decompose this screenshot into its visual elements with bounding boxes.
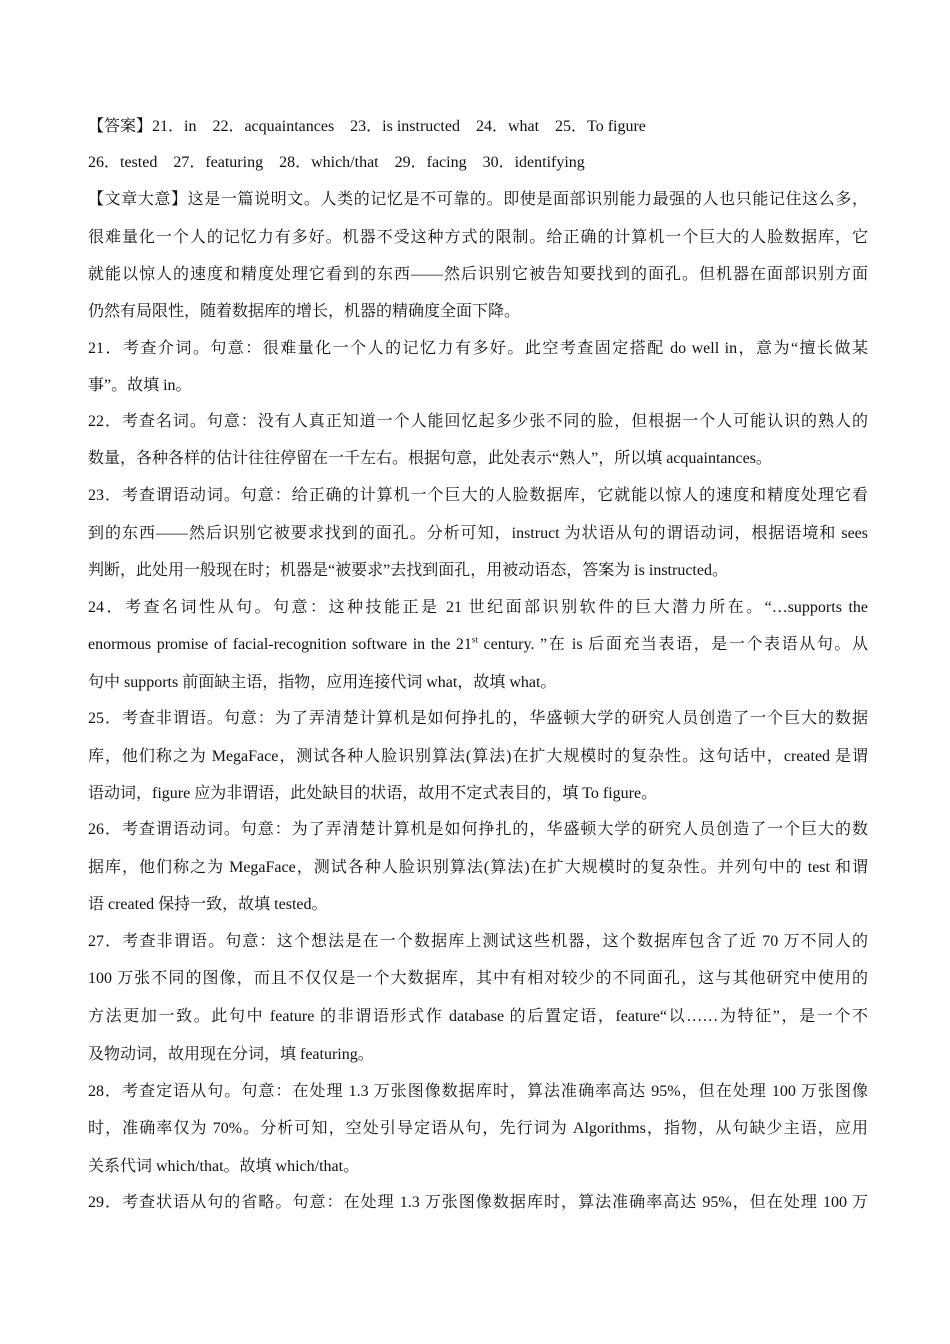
q28-line: 关系代词 which/that。故填 which/that。 (88, 1158, 360, 1175)
q28-line: 时，准确率仅为 70%。分析可知，空处引导定语从句，先行词为 Algorithms，指物，从句缺少主语，应用 (88, 1120, 868, 1137)
q24-line: 句中 supports 前面缺主语，指物，应用连接代词 what，故填 what。 (88, 674, 557, 691)
summary-line: 就能以惊人的速度和精度处理它看到的东西——然后识别它被告知要找到的面孔。但机器在面部识别方面 (88, 266, 868, 283)
summary-line: 很难量化一个人的记忆力有多好。机器不受这种方式的限制。给正确的计算机一个巨大的人脸数据库，它 (88, 229, 868, 246)
q22-line: 数量，各种各样的估计往往停留在一千左右。根据句意，此处表示“熟人”，所以填 acquaintances。 (88, 450, 772, 467)
q24-line (88, 635, 868, 655)
q27-line: 方法更加一致。此句中 feature 的非谓语形式作 database 的后置定语，feature“以……为特征”，是一个不 (88, 1008, 868, 1025)
q24-text: enormous promise of facial-recognition software in the 21 (88, 636, 472, 653)
q21-line: 21．考查介词。句意：很难量化一个人的记忆力有多好。此空考查固定搭配 do well in，意为“擅长做某 (88, 340, 868, 357)
answer-key-line-2: 26．tested 27．featuring 28．which/that 29．facing 30．identifying (88, 154, 585, 171)
superscript: st (471, 635, 478, 645)
q28-line: 28．考查定语从句。句意：在处理 1.3 万张图像数据库时，算法准确率高达 95%，但在处理 100 万张图像 (88, 1083, 868, 1100)
q25-line: 库，他们称之为 MegaFace，测试各种人脸识别算法(算法)在扩大规模时的复杂性。这句话中，created 是谓 (88, 748, 868, 765)
q23-line: 判断，此处用一般现在时；机器是“被要求”去找到面孔，用被动语态，答案为 is instructed。 (88, 562, 728, 579)
summary-line: 【文章大意】这是一篇说明文。人类的记忆是不可靠的。即使是面部识别能力最强的人也只能记住这么多， (88, 191, 868, 208)
summary-line: 仍然有局限性，随着数据库的增长，机器的精确度全面下降。 (88, 303, 521, 320)
q25-line: 语动词，figure 应为非谓语，此处缺目的状语，故用不定式表目的，填 To figure。 (88, 785, 658, 802)
q27-line: 27．考查非谓语。句意：这个想法是在一个数据库上测试这些机器，这个数据库包含了近 70 万不同人的 (88, 933, 868, 950)
q26-line: 语 created 保持一致，故填 tested。 (88, 896, 328, 913)
q24-text: century. ”在 is 后面充当表语，是一个表语从句。从 (477, 636, 868, 653)
q23-line: 23．考查谓语动词。句意：给正确的计算机一个巨大的人脸数据库，它就能以惊人的速度和精度处理它看 (88, 487, 868, 504)
q24-line: 24．考查名词性从句。句意：这种技能正是 21 世纪面部识别软件的巨大潜力所在。“…supports the (88, 599, 868, 616)
q26-line: 据库，他们称之为 MegaFace，测试各种人脸识别算法(算法)在扩大规模时的复杂性。并列句中的 test 和谓 (88, 859, 868, 876)
q27-line: 及物动词，故用现在分词，填 featuring。 (88, 1046, 374, 1063)
answer-key-line-1: 【答案】21．in 22．acquaintances 23．is instructed 24．what 25．To figure (88, 118, 646, 135)
q22-line: 22．考查名词。句意：没有人真正知道一个人能回忆起多少张不同的脸，但根据一个人可能认识的熟人的 (88, 413, 868, 430)
q23-line: 到的东西——然后识别它被要求找到的面孔。分析可知，instruct 为状语从句的谓语动词，根据语境和 sees (88, 525, 868, 542)
q25-line: 25．考查非谓语。句意：为了弄清楚计算机是如何挣扎的，华盛顿大学的研究人员创造了一个巨大的数据 (88, 710, 868, 727)
q21-line: 事”。故填 in。 (88, 377, 192, 394)
q29-line: 29．考查状语从句的省略。句意：在处理 1.3 万张图像数据库时，算法准确率高达 95%，但在处理 100 万 (88, 1194, 868, 1211)
q26-line: 26．考查谓语动词。句意：为了弄清楚计算机是如何挣扎的，华盛顿大学的研究人员创造了一个巨大的数 (88, 821, 868, 838)
q27-line: 100 万张不同的图像，而且不仅仅是一个大数据库，其中有相对较少的不同面孔，这与其他研究中使用的 (88, 970, 868, 987)
